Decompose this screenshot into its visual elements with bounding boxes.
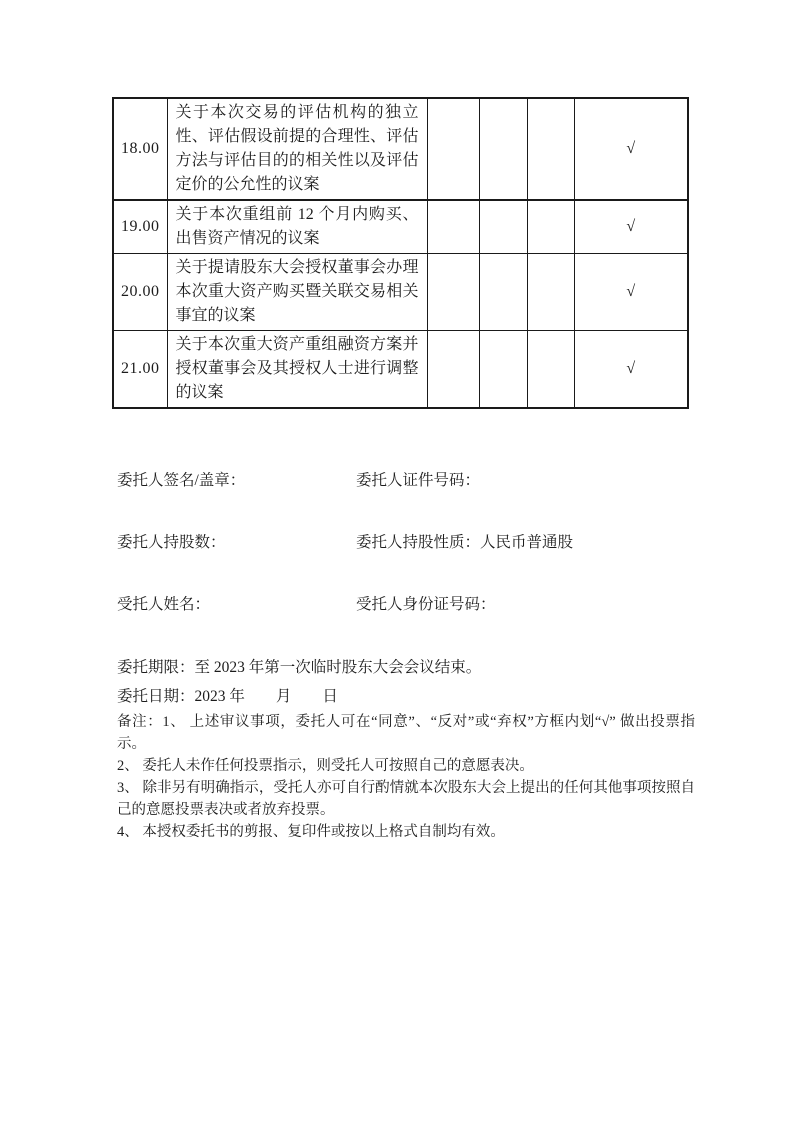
vote-box-against (479, 98, 527, 200)
proposal-title: 关于本次重大资产重组融资方案并授权董事会及其授权人士进行调整的议案 (167, 331, 427, 409)
proposal-row-20 (113, 254, 688, 331)
trustee-name-label: 受托人姓名： (117, 596, 211, 613)
proposal-title: 关于本次重组前 12 个月内购买、出售资产情况的议案 (167, 200, 427, 254)
proposal-number: 18.00 (113, 98, 167, 200)
grantor-id-label: 委托人证件号码： (356, 472, 481, 489)
vote-checkmark-cell: √ (574, 200, 688, 254)
proposal-row-21 (113, 331, 688, 409)
grantor-shares-label: 委托人持股数： (117, 534, 226, 551)
vote-checkmark-cell: √ (574, 254, 688, 331)
vote-checkmark-cell: √ (574, 98, 688, 200)
vote-box-against (479, 331, 527, 409)
note-item-4: 4、 本授权委托书的剪报、复印件或按以上格式自制均有效。 (117, 824, 505, 840)
vote-box-agree (427, 98, 479, 200)
note-item-3: 3、 除非另有明确指示，受托人亦可自行酌情就本次股东大会上提出的任何其他事项按照自己的意愿投票表决或者放弃投票。 (117, 780, 695, 818)
grantor-signature-label: 委托人签名/盖章： (117, 472, 246, 489)
grantor-share-type-label: 委托人持股性质：人民币普通股 (356, 534, 574, 551)
proposal-title: 关于本次交易的评估机构的独立性、评估假设前提的合理性、评估方法与评估目的的相关性以及评估定价的公允性的议案 (167, 98, 427, 200)
vote-box-agree (427, 254, 479, 331)
vote-box-abstain (527, 331, 574, 409)
note-item-1: 备注：1、 上述审议事项，委托人可在“同意”、“反对”或“弃权”方框内划“√” 做出投票指示。 (117, 714, 695, 752)
proposal-number: 19.00 (113, 200, 167, 254)
vote-box-abstain (527, 200, 574, 254)
vote-box-abstain (527, 254, 574, 331)
proposal-row-18 (113, 98, 688, 200)
trustee-id-label: 受托人身份证号码： (356, 596, 496, 613)
voting-table (112, 97, 689, 409)
note-item-2: 2、 委托人未作任何投票指示，则受托人可按照自己的意愿表决。 (117, 758, 534, 774)
proposal-title: 关于提请股东大会授权董事会办理本次重大资产购买暨关联交易相关事宜的议案 (167, 254, 427, 331)
notes-section (117, 711, 695, 843)
vote-box-against (479, 200, 527, 254)
proxy-period-line: 委托期限：至 2023 年第一次临时股东大会会议结束。 (117, 659, 482, 676)
proposal-number: 21.00 (113, 331, 167, 409)
vote-checkmark-cell: √ (574, 331, 688, 409)
vote-box-agree (427, 331, 479, 409)
proxy-date-line: 委托日期：2023 年 月 日 (117, 688, 338, 705)
vote-box-against (479, 254, 527, 331)
vote-box-abstain (527, 98, 574, 200)
vote-box-agree (427, 200, 479, 254)
proposal-row-19 (113, 200, 688, 254)
proposal-number: 20.00 (113, 254, 167, 331)
